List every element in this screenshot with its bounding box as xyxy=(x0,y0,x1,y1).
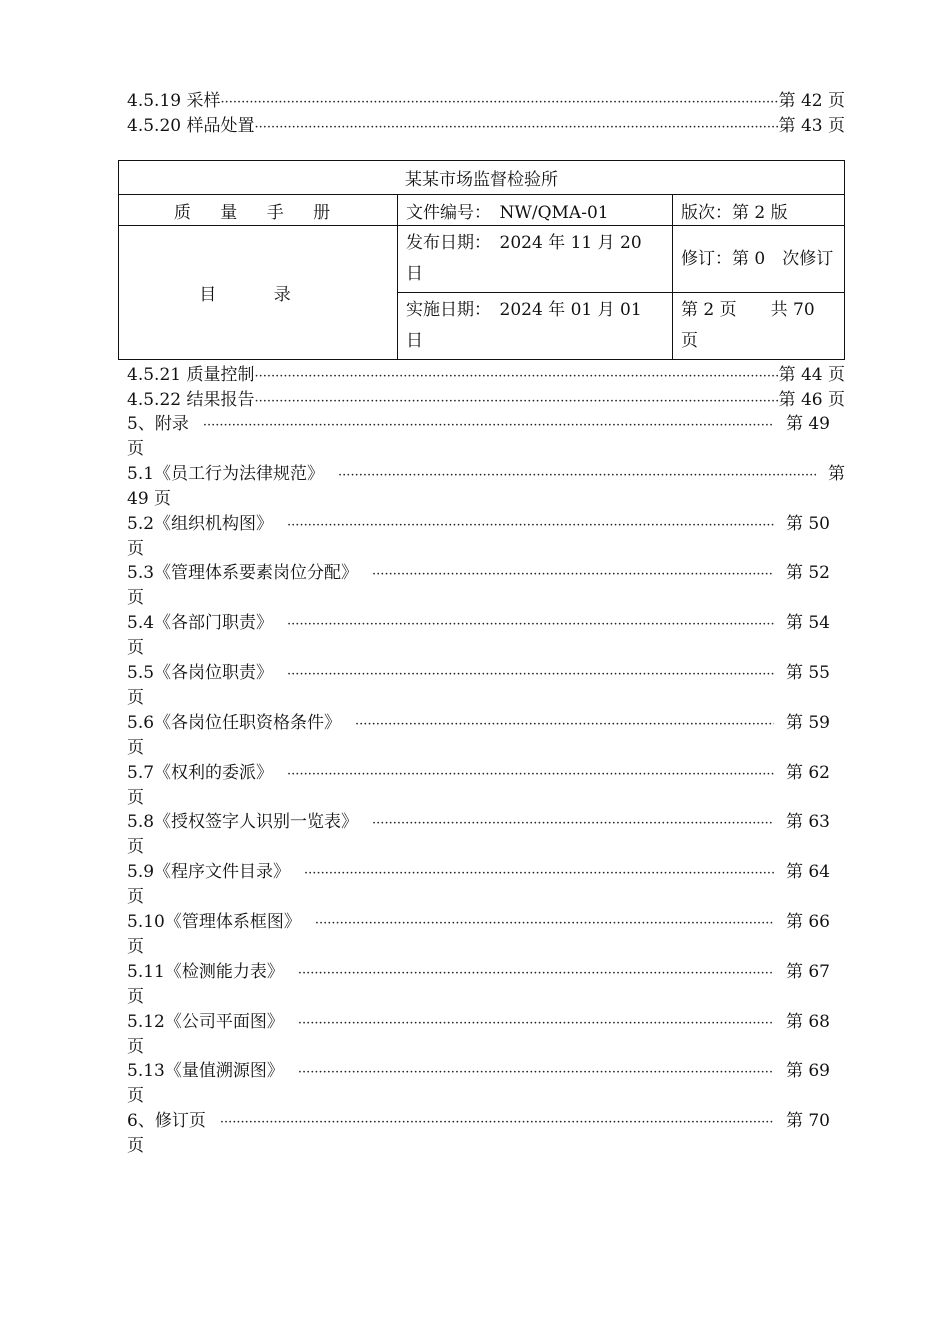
dot-leader xyxy=(298,1012,774,1036)
dot-leader xyxy=(254,390,778,414)
toc-entry-continuation: 页 xyxy=(127,1037,144,1057)
toc-entry-page: 第 68 xyxy=(785,1012,830,1032)
toc-entry-page: 第 43 页 xyxy=(778,116,845,136)
toc-entry[interactable] xyxy=(127,910,830,936)
dot-leader xyxy=(338,464,816,488)
toc-entry[interactable] xyxy=(127,761,830,787)
effective-date: 实施日期： 2024 年 01 月 01 日 xyxy=(398,293,673,360)
dot-leader xyxy=(287,613,774,637)
dot-leader xyxy=(220,91,778,115)
document-number: 文件编号： NW/QMA-01 xyxy=(398,195,673,226)
toc-entry-label: 5、附录 xyxy=(127,414,189,434)
document-header-table xyxy=(118,160,845,360)
toc-entry-page: 第 xyxy=(828,464,845,484)
toc-entry[interactable] xyxy=(127,810,830,836)
toc-entry[interactable] xyxy=(127,363,845,389)
toc-entry-page: 第 44 页 xyxy=(778,365,845,385)
toc-entry-label: 5.11《检测能力表》 xyxy=(127,962,284,982)
toc-entry-label: 5.9《程序文件目录》 xyxy=(127,862,291,882)
toc-entry-label: 5.5《各岗位职责》 xyxy=(127,663,274,683)
dot-leader xyxy=(254,365,778,389)
toc-entry-continuation: 页 xyxy=(127,638,144,658)
toc-entry-label: 5.10《管理体系框图》 xyxy=(127,912,301,932)
toc-entry-page: 第 49 xyxy=(785,414,830,434)
toc-entry-page: 第 67 xyxy=(785,962,830,982)
toc-entry[interactable] xyxy=(127,1109,830,1135)
toc-entry-continuation: 页 xyxy=(127,837,144,857)
toc-entry-page: 第 62 xyxy=(785,763,830,783)
toc-entry-label: 5.7《权利的委派》 xyxy=(127,763,274,783)
toc-entry-continuation: 页 xyxy=(127,1136,144,1156)
toc-entry-continuation: 49 页 xyxy=(127,489,172,509)
dot-leader xyxy=(298,962,774,986)
toc-entry-continuation: 页 xyxy=(127,539,144,559)
toc-entry-continuation: 页 xyxy=(127,937,144,957)
dot-leader xyxy=(355,713,774,737)
toc-entry-page: 第 63 xyxy=(785,812,830,832)
toc-entry-label: 4.5.19 采样 xyxy=(127,91,221,111)
toc-entry[interactable] xyxy=(127,711,830,737)
toc-entry[interactable] xyxy=(127,1059,830,1085)
toc-entry-label: 5.1《员工行为法律规范》 xyxy=(127,464,325,484)
toc-entry-continuation: 页 xyxy=(127,738,144,758)
dot-leader xyxy=(372,812,774,836)
toc-entry[interactable] xyxy=(127,388,845,414)
toc-entry-page: 第 52 xyxy=(785,563,830,583)
dot-leader xyxy=(220,1111,774,1135)
toc-entry-label: 5.13《量值溯源图》 xyxy=(127,1061,284,1081)
dot-leader xyxy=(287,763,774,787)
toc-entry-page: 第 54 xyxy=(785,613,830,633)
company-name: 某某市场监督检验所 xyxy=(119,161,845,195)
toc-entry-page: 第 46 页 xyxy=(778,390,845,410)
toc-entry[interactable] xyxy=(127,960,830,986)
dot-leader xyxy=(287,663,774,687)
toc-entry-label: 4.5.21 质量控制 xyxy=(127,365,255,385)
toc-entry[interactable] xyxy=(127,661,830,687)
toc-entry-continuation: 页 xyxy=(127,987,144,1007)
toc-entry-label: 5.8《授权签字人识别一览表》 xyxy=(127,812,359,832)
toc-entry-continuation: 页 xyxy=(127,688,144,708)
toc-entry-label: 5.6《各岗位任职资格条件》 xyxy=(127,713,342,733)
toc-entry-page: 第 69 xyxy=(785,1061,830,1081)
toc-entry-page: 第 66 xyxy=(785,912,830,932)
toc-entry-label: 6、修订页 xyxy=(127,1111,206,1131)
toc-entry-continuation: 页 xyxy=(127,788,144,808)
edition: 版次：第 2 版 xyxy=(673,195,845,226)
toc-entry-page: 第 50 xyxy=(785,514,830,534)
dot-leader xyxy=(287,514,774,538)
dot-leader xyxy=(254,116,778,140)
toc-entry-page: 第 55 xyxy=(785,663,830,683)
toc-entry[interactable] xyxy=(127,561,830,587)
toc-entry-label: 5.3《管理体系要素岗位分配》 xyxy=(127,563,359,583)
toc-entry-continuation: 页 xyxy=(127,887,144,907)
dot-leader xyxy=(304,862,774,886)
toc-entry[interactable] xyxy=(127,89,845,115)
page-info: 第 2 页 共 70 页 xyxy=(673,293,845,360)
toc-entry-page: 第 42 页 xyxy=(778,91,845,111)
toc-entry[interactable] xyxy=(127,412,830,438)
toc-entry[interactable] xyxy=(127,462,845,488)
toc-entry-label: 5.2《组织机构图》 xyxy=(127,514,274,534)
toc-entry-continuation: 页 xyxy=(127,439,144,459)
toc-entry-continuation: 页 xyxy=(127,588,144,608)
toc-entry-label: 4.5.22 结果报告 xyxy=(127,390,255,410)
release-date: 发布日期： 2024 年 11 月 20 日 xyxy=(398,226,673,293)
toc-entry-continuation: 页 xyxy=(127,1086,144,1106)
toc-entry[interactable] xyxy=(127,512,830,538)
dot-leader xyxy=(372,563,774,587)
toc-entry-page: 第 70 xyxy=(785,1111,830,1131)
dot-leader xyxy=(203,414,774,438)
dot-leader xyxy=(315,912,774,936)
dot-leader xyxy=(298,1061,774,1085)
toc-entry[interactable] xyxy=(127,1010,830,1036)
toc-entry-page: 第 59 xyxy=(785,713,830,733)
toc-entry[interactable] xyxy=(127,114,845,140)
manual-title: 质 量 手 册 xyxy=(119,195,398,226)
toc-entry-label: 5.4《各部门职责》 xyxy=(127,613,274,633)
toc-entry-label: 5.12《公司平面图》 xyxy=(127,1012,284,1032)
toc-entry[interactable] xyxy=(127,611,830,637)
toc-entry-label: 4.5.20 样品处置 xyxy=(127,116,255,136)
toc-entry-page: 第 64 xyxy=(785,862,830,882)
toc-entry[interactable] xyxy=(127,860,830,886)
revision: 修订：第 0 次修订 xyxy=(673,226,845,293)
section-title: 目 录 xyxy=(119,226,398,360)
